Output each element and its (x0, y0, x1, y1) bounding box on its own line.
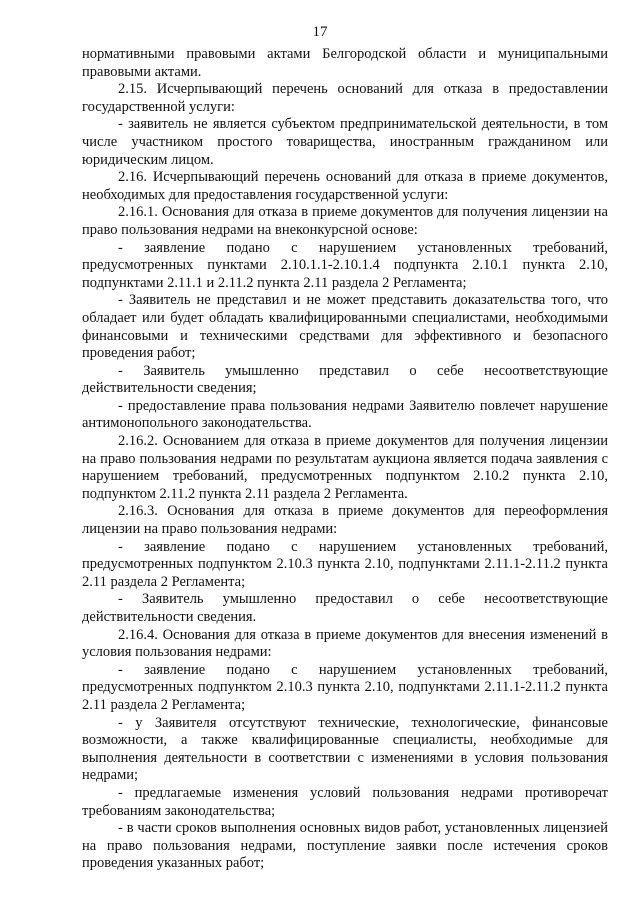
paragraph: - заявление подано с нарушением установленных требований, предусмотренных пунктами 2.10.1.1-2.10.1.4 подпункта 2.10.1 пункта 2.10, подпунктами 2.11.1 и 2.11.2 пункта 2.11 раздела 2 Регламента; (82, 239, 608, 291)
paragraph: - Заявитель умышленно представил о себе несоответствующие действительности сведения; (82, 362, 608, 397)
paragraph: 2.16.3. Основания для отказа в приеме документов для переоформления лицензии на право пользования недрами: (82, 503, 608, 538)
paragraph: - предлагаемые изменения условий пользования недрами противоречат требованиям законодательства; (82, 784, 608, 819)
paragraph: 2.15. Исчерпывающий перечень оснований для отказа в предоставлении государственной услуги: (82, 81, 608, 115)
paragraph: нормативными правовыми актами Белгородской области и муниципальными правовыми актами. (82, 46, 608, 80)
paragraph: - в части сроков выполнения основных видов работ, установленных лицензией на право пользования недрами, поступление заявки после истечения сроков проведения указанных работ; (82, 820, 608, 872)
paragraph: 2.16. Исчерпывающий перечень оснований для отказа в приеме документов, необходимых для предоставления государственной услуги: (82, 169, 608, 203)
paragraph: - у Заявителя отсутствуют технические, технологические, финансовые возможности, а также квалифицированные специалисты, необходимые для выполнения деятельности в соответствии с изменениями в условия пользования недрами; (82, 714, 608, 784)
paragraph: - заявление подано с нарушением установленных требований, предусмотренных подпунктом 2.10.3 пункта 2.10, подпунктами 2.11.1-2.11.2 пункта 2.11 раздела 2 Регламента; (82, 538, 608, 590)
paragraph: - заявитель не является субъектом предпринимательской деятельности, в том числе участником простого товарищества, иностранным гражданином или юридическим лицом. (82, 116, 608, 168)
paragraph: 2.16.4. Основания для отказа в приеме документов для внесения изменений в условия пользования недрами: (82, 626, 608, 661)
paragraph: 2.16.1. Основания для отказа в приеме документов для получения лицензии на право пользования недрами на внеконкурсной основе: (82, 204, 608, 238)
document-body (82, 46, 608, 873)
paragraph: - Заявитель не представил и не может представить доказательства того, что обладает или будет обладать квалифицированными специалистами, необходимыми финансовыми и техническими средствами для эффективного и безопасного проведения работ; (82, 292, 608, 362)
paragraph: - Заявитель умышленно предоставил о себе несоответствующие действительности сведения. (82, 591, 608, 625)
paragraph: - заявление подано с нарушением установленных требований, предусмотренных подпунктом 2.10.3 пункта 2.10, подпунктами 2.11.1-2.11.2 пункта 2.11 раздела 2 Регламента; (82, 661, 608, 713)
paragraph: - предоставление права пользования недрами Заявителю повлечет нарушение антимонопольного законодательства. (82, 397, 608, 432)
paragraph: 2.16.2. Основанием для отказа в приеме документов для получения лицензии на право пользования недрами по результатам аукциона является подача заявления с нарушением требований, предусмотренных подпунктом 2.10.2 пункта 2.10, подпунктом 2.11.2 пункта 2.11 раздела 2 Регламента. (82, 433, 608, 502)
page-number: 17 (312, 24, 328, 40)
